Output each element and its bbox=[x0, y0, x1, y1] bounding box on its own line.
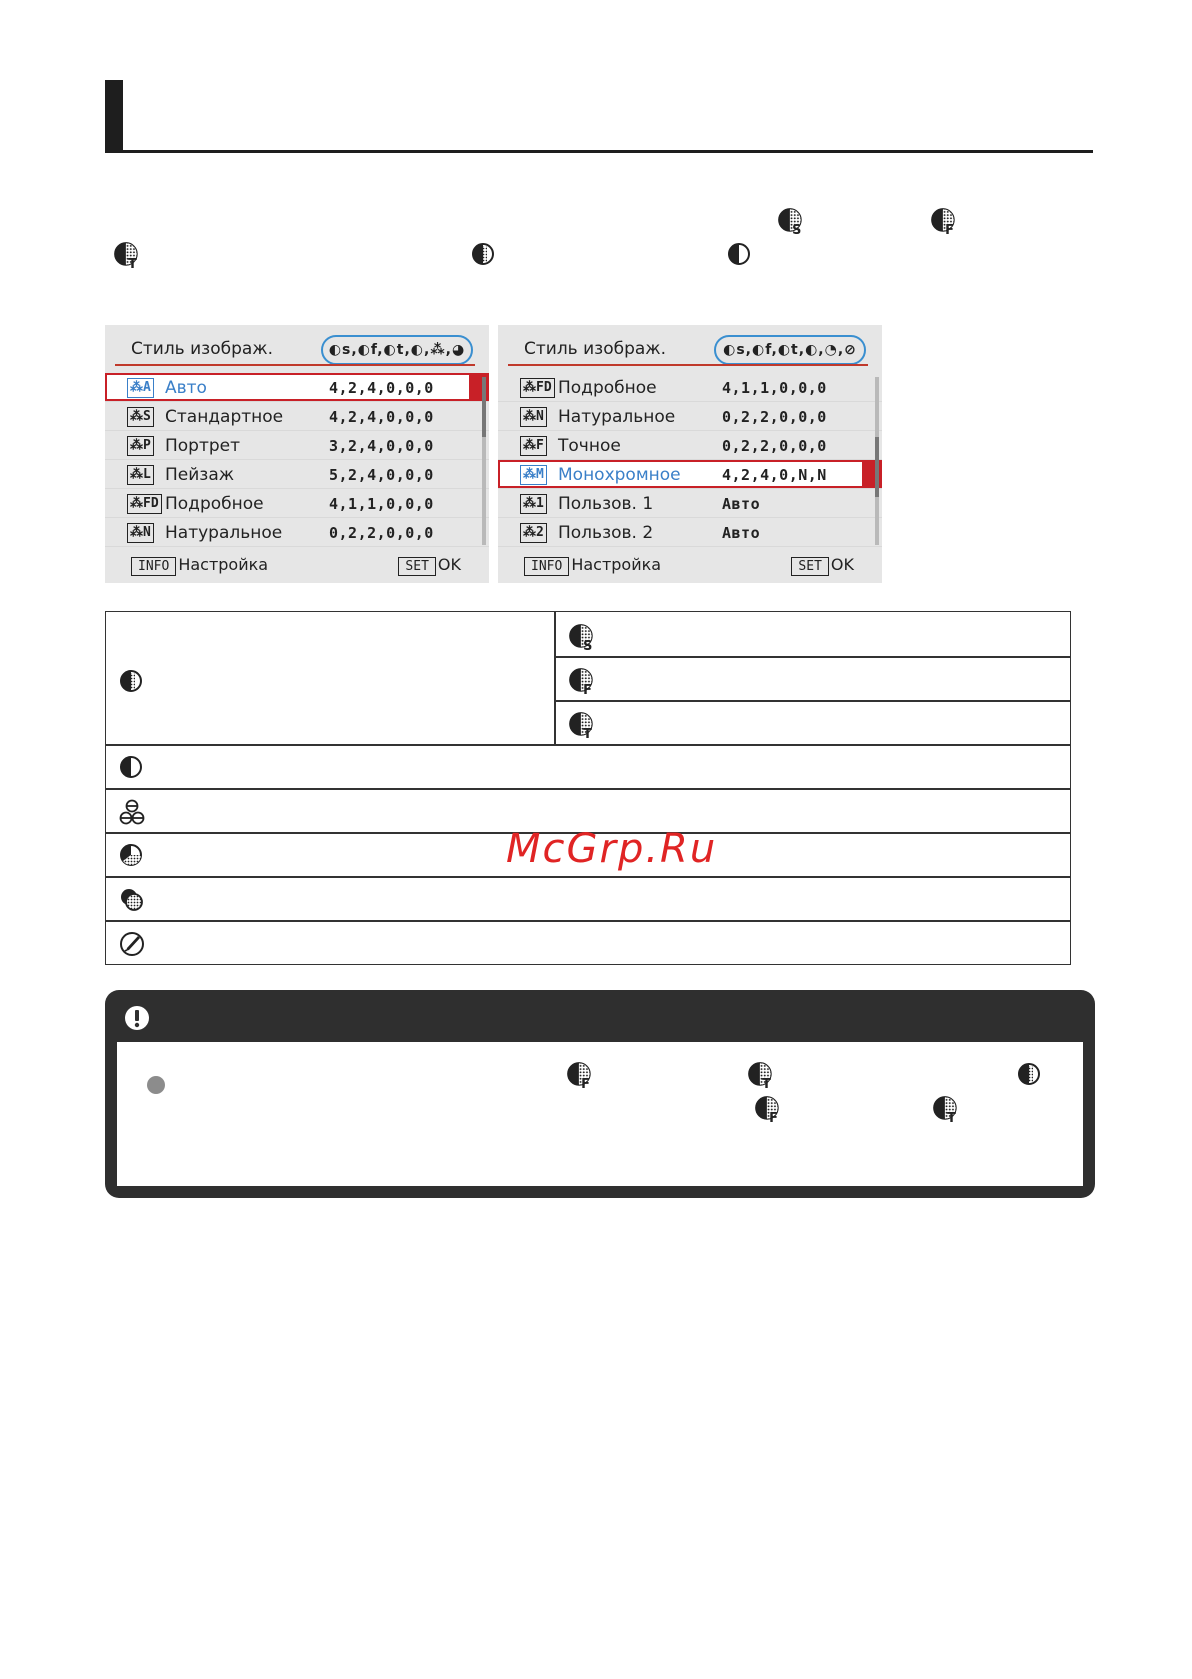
heading-bar bbox=[105, 80, 123, 152]
color-tone-icon bbox=[118, 842, 144, 868]
parameter-icons-strip: ◐s,◐f,◐t,◐,⁂,◕ bbox=[321, 335, 473, 365]
style-name: Пользов. 1 bbox=[558, 494, 654, 514]
style-values: 4,2,4,0,N,N bbox=[722, 466, 827, 484]
style-values: 5,2,4,0,0,0 bbox=[329, 466, 434, 484]
heading-rule bbox=[105, 150, 1093, 153]
style-badge: ⁂1 bbox=[520, 494, 547, 514]
sharpness-threshold-icon bbox=[932, 1094, 960, 1124]
style-badge: ⁂S bbox=[127, 407, 154, 427]
style-badge: ⁂A bbox=[127, 378, 154, 398]
picture-style-row[interactable] bbox=[105, 431, 489, 460]
svg-text:F: F bbox=[581, 1076, 590, 1090]
style-name: Подробное bbox=[558, 378, 657, 398]
table-divider bbox=[554, 700, 1070, 702]
caution-box bbox=[105, 990, 1095, 1198]
caution-body bbox=[117, 1042, 1083, 1186]
style-badge: ⁂N bbox=[520, 407, 547, 427]
style-badge: ⁂2 bbox=[520, 523, 547, 543]
style-badge: ⁂F bbox=[520, 436, 547, 456]
style-name: Пейзаж bbox=[165, 465, 235, 485]
sharpness-strength-icon bbox=[568, 622, 596, 652]
scrollbar[interactable] bbox=[482, 377, 486, 545]
title-underline bbox=[115, 364, 475, 366]
style-badge: ⁂FD bbox=[520, 378, 555, 398]
table-divider bbox=[106, 744, 1070, 746]
screen-footer bbox=[105, 547, 489, 583]
contrast-icon bbox=[118, 754, 144, 780]
scrollbar-thumb[interactable] bbox=[875, 437, 879, 497]
style-name: Натуральное bbox=[558, 407, 676, 427]
info-settings-hint[interactable] bbox=[524, 555, 661, 576]
screen-title: Стиль изображ. bbox=[131, 339, 274, 359]
style-values: 4,2,4,0,0,0 bbox=[329, 379, 434, 397]
sharpness-fineness-icon bbox=[566, 1060, 594, 1090]
style-badge: ⁂P bbox=[127, 436, 154, 456]
screen-footer bbox=[498, 547, 882, 583]
sharpness-threshold-icon bbox=[747, 1060, 775, 1090]
picture-style-row[interactable] bbox=[105, 373, 489, 402]
picture-style-row[interactable] bbox=[498, 489, 882, 518]
table-divider bbox=[106, 788, 1070, 790]
picture-style-row[interactable] bbox=[498, 431, 882, 460]
style-name: Подробное bbox=[165, 494, 264, 514]
sharpness-threshold-icon bbox=[113, 240, 141, 270]
title-underline bbox=[508, 364, 868, 366]
sharpness-threshold-icon bbox=[568, 710, 596, 740]
style-values: 3,2,4,0,0,0 bbox=[329, 437, 434, 455]
screen-title: Стиль изображ. bbox=[524, 339, 667, 359]
table-divider bbox=[554, 612, 556, 744]
bullet bbox=[147, 1076, 165, 1094]
sharpness-fineness-icon bbox=[930, 206, 958, 236]
info-key: INFO bbox=[524, 557, 569, 576]
style-values: 4,2,4,0,0,0 bbox=[329, 408, 434, 426]
picture-style-row[interactable] bbox=[498, 402, 882, 431]
svg-text:S: S bbox=[792, 222, 802, 236]
sharpness-strength-icon bbox=[777, 206, 805, 236]
style-badge: ⁂N bbox=[127, 523, 154, 543]
style-name: Портрет bbox=[165, 436, 241, 456]
style-name: Монохромное bbox=[558, 465, 681, 485]
style-name: Точное bbox=[558, 436, 621, 456]
camera-screen-1 bbox=[105, 325, 489, 583]
style-badge: ⁂L bbox=[127, 465, 154, 485]
picture-style-row[interactable] bbox=[105, 489, 489, 518]
filter-effect-icon bbox=[118, 886, 146, 914]
style-values: Авто bbox=[722, 524, 761, 542]
sharpness-fineness-icon bbox=[754, 1094, 782, 1124]
sharpness-icon bbox=[470, 241, 496, 267]
table-divider bbox=[106, 920, 1070, 922]
info-key: INFO bbox=[131, 557, 176, 576]
style-values: 4,1,1,0,0,0 bbox=[722, 379, 827, 397]
set-ok-hint[interactable] bbox=[791, 555, 854, 576]
set-key: SET bbox=[398, 557, 435, 576]
svg-text:S: S bbox=[583, 638, 593, 652]
style-badge: ⁂M bbox=[520, 465, 547, 485]
picture-style-row[interactable] bbox=[498, 518, 882, 547]
info-settings-hint[interactable] bbox=[131, 555, 268, 576]
scrollbar-thumb[interactable] bbox=[482, 377, 486, 437]
info-label: Настройка bbox=[571, 555, 662, 574]
style-values: 0,2,2,0,0,0 bbox=[722, 437, 827, 455]
picture-style-row[interactable] bbox=[498, 460, 882, 489]
style-badge: ⁂FD bbox=[127, 494, 162, 514]
scrollbar[interactable] bbox=[875, 377, 879, 545]
parameter-icons-strip: ◐s,◐f,◐t,◐,◔,⊘ bbox=[714, 335, 866, 365]
style-name: Натуральное bbox=[165, 523, 283, 543]
picture-style-row[interactable] bbox=[498, 373, 882, 402]
set-label: OK bbox=[437, 555, 461, 574]
style-values: 0,2,2,0,0,0 bbox=[722, 408, 827, 426]
svg-text:T: T bbox=[128, 256, 137, 270]
sharpness-icon bbox=[1016, 1061, 1042, 1087]
info-label: Настройка bbox=[178, 555, 269, 574]
svg-text:T: T bbox=[762, 1076, 771, 1090]
svg-text:T: T bbox=[583, 726, 592, 740]
table-divider bbox=[106, 876, 1070, 878]
style-name: Авто bbox=[165, 378, 207, 398]
picture-style-row[interactable] bbox=[105, 402, 489, 431]
saturation-icon bbox=[118, 798, 146, 826]
style-values: 4,1,1,0,0,0 bbox=[329, 495, 434, 513]
svg-text:F: F bbox=[769, 1110, 778, 1124]
contrast-icon bbox=[726, 241, 752, 267]
set-key: SET bbox=[791, 557, 828, 576]
set-ok-hint[interactable] bbox=[398, 555, 461, 576]
caution-icon bbox=[123, 1004, 151, 1032]
camera-screen-2 bbox=[498, 325, 882, 583]
svg-text:F: F bbox=[583, 682, 592, 696]
style-values: Авто bbox=[722, 495, 761, 513]
picture-style-row[interactable] bbox=[105, 518, 489, 547]
svg-text:T: T bbox=[947, 1110, 956, 1124]
style-values: 0,2,2,0,0,0 bbox=[329, 524, 434, 542]
toning-effect-icon bbox=[118, 930, 146, 958]
table-divider bbox=[554, 656, 1070, 658]
sharpness-icon bbox=[118, 668, 144, 694]
svg-text:F: F bbox=[945, 222, 954, 236]
watermark: McGrp.Ru bbox=[506, 826, 718, 872]
style-name: Стандартное bbox=[165, 407, 284, 427]
set-label: OK bbox=[830, 555, 854, 574]
picture-style-row[interactable] bbox=[105, 460, 489, 489]
style-name: Пользов. 2 bbox=[558, 523, 654, 543]
parameters-table bbox=[105, 611, 1071, 965]
sharpness-fineness-icon bbox=[568, 666, 596, 696]
